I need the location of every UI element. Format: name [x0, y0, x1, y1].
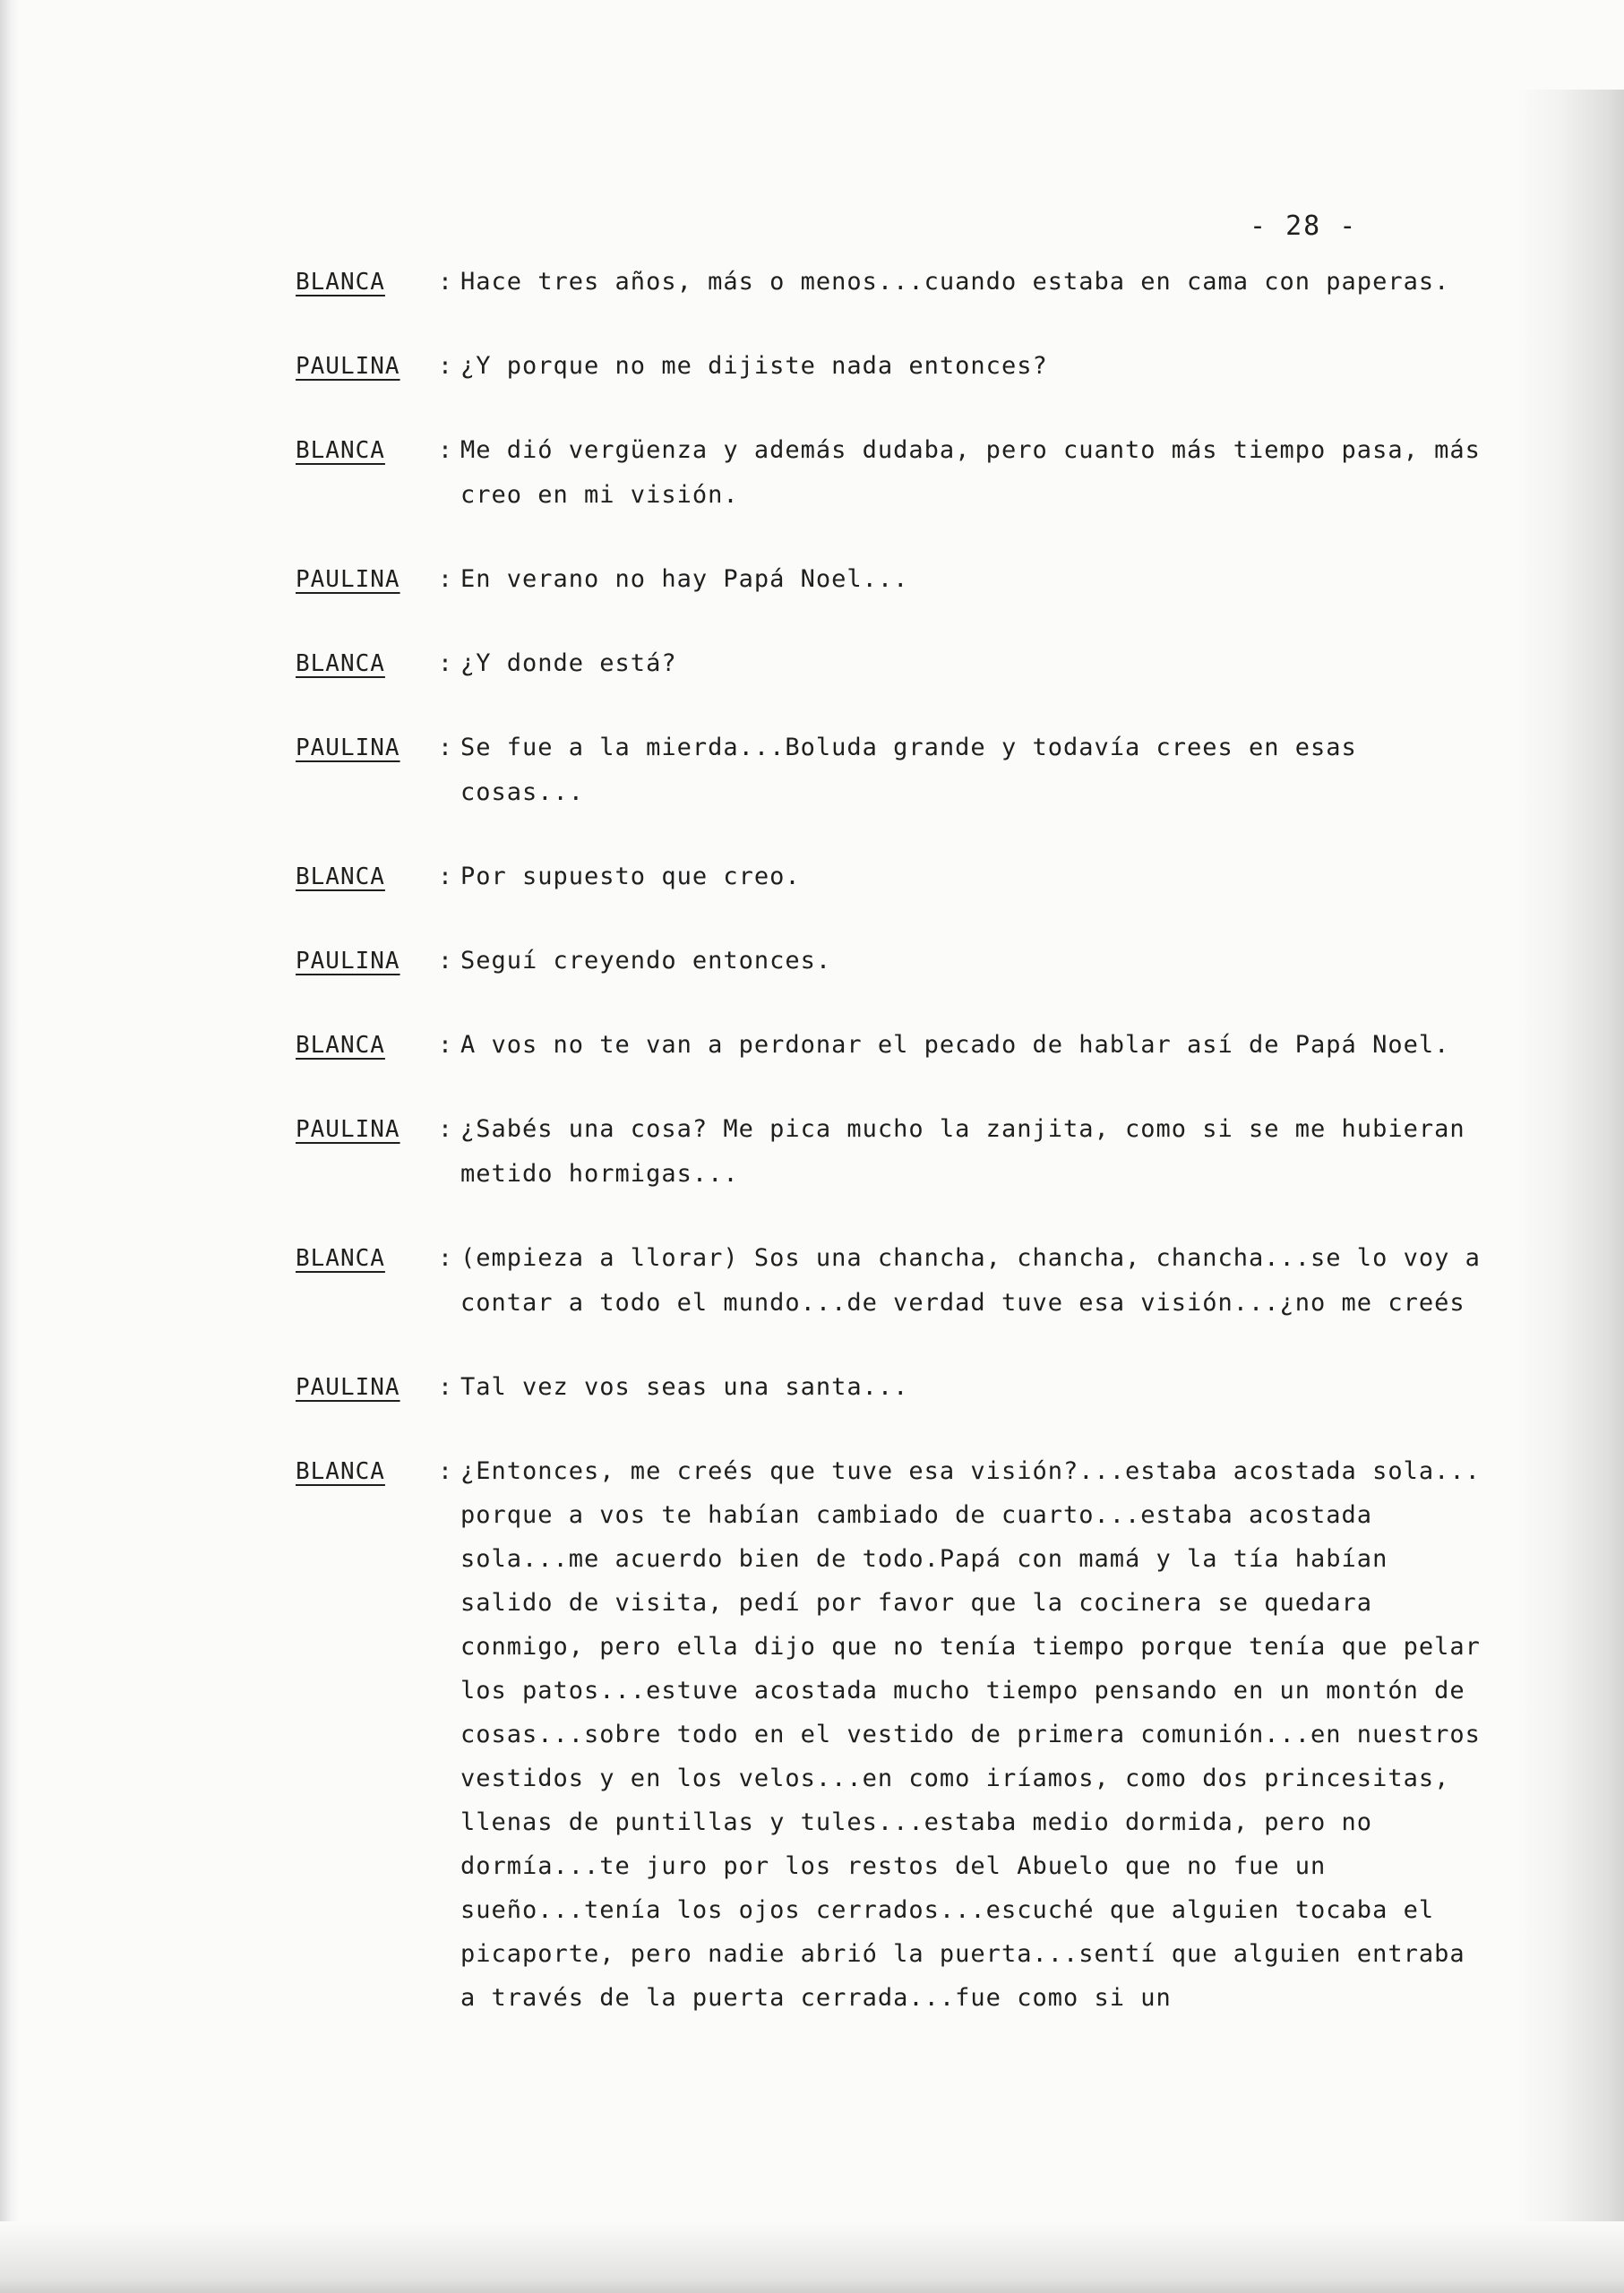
page-number: - 28 - — [1250, 210, 1358, 242]
speaker-separator: : — [438, 734, 452, 761]
speaker-name: PAULINA — [296, 566, 400, 593]
scan-bottom-edge — [0, 2221, 1624, 2293]
dialogue-line — [296, 1023, 1496, 1068]
speaker-name: PAULINA — [296, 1374, 400, 1401]
speech-text: Tal vez vos seas una santa... — [460, 1373, 909, 1401]
dialogue-line — [296, 1449, 1496, 2020]
speaker-name: PAULINA — [296, 1116, 400, 1143]
speaker-name: BLANCA — [296, 269, 385, 296]
speech-text: ¿Y donde está? — [460, 649, 677, 677]
speaker-name: PAULINA — [296, 734, 400, 761]
scan-right-edge — [1517, 90, 1624, 2239]
speech-text: Se fue a la mierda...Boluda grande y todavía crees en esas cosas... — [460, 734, 1357, 806]
dialogue-line — [296, 1365, 1496, 1410]
speaker-name: BLANCA — [296, 650, 385, 677]
speaker-name: PAULINA — [296, 948, 400, 975]
dialogue-line — [296, 1107, 1496, 1197]
speaker-separator: : — [438, 269, 452, 296]
speech-text: Me dió vergüenza y además dudaba, pero cuanto más tiempo pasa, más creo en mi visión. — [460, 436, 1481, 509]
dialogue-line — [296, 855, 1496, 899]
speaker-separator: : — [438, 1374, 452, 1401]
dialogue-line — [296, 726, 1496, 815]
speech-text: ¿Entonces, me creés que tuve esa visión?...estaba acostada sola... porque a vos te habían cambiado de cuarto...estaba acostada sola...me acuerdo bien de todo.Papá con mamá y la tía habían salido de visita, pedí por favor que la cocinera se quedara conmigo, pero ella dijo que no tenía tiempo porque tenía que pelar los patos...estuve acostada mucho tiempo pensando en un montón de cosas...sobre todo en el vestido de primera comunión...en nuestros vestidos y en los velos...en como iríamos, como dos princesitas, llenas de puntillas y tules...estaba medio dormida, pero no dormía...te juro por los restos del Abuelo que no fue un sueño...tenía los ojos cerrados...escuché que alguien tocaba el picaporte, pero nadie abrió la puerta...sentí que alguien entraba a través de la puerta cerrada...fue como si un — [460, 1457, 1481, 2012]
speech-text: ¿Sabés una cosa? Me pica mucho la zanjita, como si se me hubieran metido hormigas... — [460, 1115, 1465, 1188]
dialogue-line — [296, 428, 1496, 518]
speech-text: Por supuesto que creo. — [460, 863, 801, 890]
speech-text: Hace tres años, más o menos...cuando estaba en cama con paperas. — [460, 268, 1450, 296]
speech-text: Seguí creyendo entonces. — [460, 947, 832, 975]
speaker-separator: : — [438, 353, 452, 380]
dialogue-line — [296, 1236, 1496, 1326]
speaker-separator: : — [438, 566, 452, 593]
dialogue-line — [296, 260, 1496, 305]
speaker-separator: : — [438, 1245, 452, 1272]
dialogue-line — [296, 557, 1496, 602]
speaker-name: BLANCA — [296, 437, 385, 464]
speaker-separator: : — [438, 948, 452, 975]
speaker-separator: : — [438, 1032, 452, 1059]
speech-text: (empieza a llorar) Sos una chancha, chancha, chancha...se lo voy a contar a todo el mundo...de verdad tuve esa visión...¿no me creés — [460, 1244, 1481, 1317]
speaker-name: BLANCA — [296, 1032, 385, 1059]
speaker-name: BLANCA — [296, 1458, 385, 1485]
speaker-name: PAULINA — [296, 353, 400, 380]
dialogue-line — [296, 641, 1496, 686]
speaker-separator: : — [438, 1116, 452, 1143]
speech-text: ¿Y porque no me dijiste nada entonces? — [460, 352, 1048, 380]
speaker-separator: : — [438, 437, 452, 464]
dialogue-line — [296, 344, 1496, 389]
speaker-name: BLANCA — [296, 863, 385, 890]
scan-left-edge — [0, 0, 20, 2293]
speech-text: En verano no hay Papá Noel... — [460, 565, 909, 593]
dialogue-block — [296, 260, 1496, 2059]
speaker-name: BLANCA — [296, 1245, 385, 1272]
dialogue-line — [296, 939, 1496, 983]
speaker-separator: : — [438, 1458, 452, 1485]
speech-text: A vos no te van a perdonar el pecado de hablar así de Papá Noel. — [460, 1031, 1450, 1059]
speaker-separator: : — [438, 650, 452, 677]
speaker-separator: : — [438, 863, 452, 890]
